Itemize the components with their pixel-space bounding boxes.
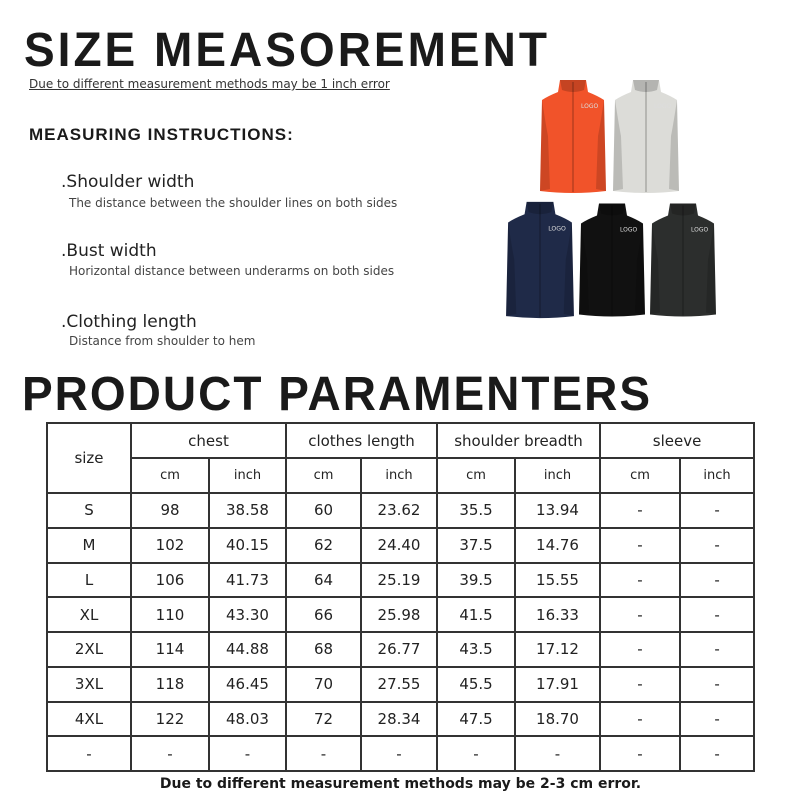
bust-width-label: .Bust width: [61, 241, 157, 261]
product-parameters-title: PRODUCT PARAMENTERS: [22, 365, 653, 421]
table-cell: 41.5: [437, 597, 515, 632]
table-cell: 23.62: [361, 493, 437, 528]
table-row: [47, 528, 754, 563]
table-row: [47, 667, 754, 702]
unit-header: inch: [680, 458, 754, 493]
unit-header: cm: [437, 458, 515, 493]
size-table: [46, 422, 755, 772]
bust-width-desc: Horizontal distance between underarms on both sides: [69, 264, 395, 278]
unit-header: inch: [515, 458, 600, 493]
shoulder-width-desc: The distance between the shoulder lines on both sides: [69, 196, 398, 210]
size-cell: M: [47, 528, 131, 563]
table-cell: -: [680, 597, 754, 632]
table-cell: -: [209, 736, 286, 771]
size-cell: 4XL: [47, 702, 131, 737]
table-cell: -: [131, 736, 209, 771]
unit-header: cm: [131, 458, 209, 493]
table-cell: -: [680, 667, 754, 702]
size-cell: 3XL: [47, 667, 131, 702]
size-cell: S: [47, 493, 131, 528]
size-cell: -: [47, 736, 131, 771]
table-row: [47, 597, 754, 632]
table-cell: 25.19: [361, 563, 437, 598]
table-cell: 48.03: [209, 702, 286, 737]
table-cell: -: [680, 736, 754, 771]
unit-header: cm: [600, 458, 680, 493]
svg-text:LOGO: LOGO: [581, 103, 599, 110]
table-cell: -: [286, 736, 361, 771]
table-cell: 17.91: [515, 667, 600, 702]
table-cell: 70: [286, 667, 361, 702]
table-cell: -: [600, 528, 680, 563]
table-cell: 43.5: [437, 632, 515, 667]
table-row: [47, 632, 754, 667]
group-header-chest: chest: [131, 423, 286, 458]
table-cell: 15.55: [515, 563, 600, 598]
shoulder-width-label: .Shoulder width: [61, 172, 195, 192]
group-header-clothes-length: clothes length: [286, 423, 437, 458]
table-cell: -: [515, 736, 600, 771]
table-cell: 41.73: [209, 563, 286, 598]
table-cell: 66: [286, 597, 361, 632]
svg-text:LOGO: LOGO: [691, 226, 709, 234]
table-cell: -: [600, 736, 680, 771]
table-cell: 26.77: [361, 632, 437, 667]
table-cell: 35.5: [437, 493, 515, 528]
table-cell: 46.45: [209, 667, 286, 702]
table-cell: 16.33: [515, 597, 600, 632]
table-cell: 40.15: [209, 528, 286, 563]
table-cell: 98: [131, 493, 209, 528]
table-cell: -: [680, 702, 754, 737]
table-row: [47, 493, 754, 528]
svg-text:LOGO: LOGO: [620, 226, 638, 234]
table-body: [47, 493, 754, 771]
unit-header: inch: [361, 458, 437, 493]
svg-text:LOGO: LOGO: [654, 103, 672, 110]
table-cell: 47.5: [437, 702, 515, 737]
table-cell: 37.5: [437, 528, 515, 563]
navy-vest-image: [504, 197, 576, 322]
footer-note: Due to different measurement methods may be 2-3 cm error.: [159, 776, 642, 792]
size-header: size: [47, 423, 131, 493]
unit-row: [47, 458, 754, 493]
table-cell: -: [600, 493, 680, 528]
table-cell: 102: [131, 528, 209, 563]
black-vest-image: [577, 197, 647, 322]
instructions-title: MEASURING INSTRUCTIONS:: [29, 125, 294, 144]
dark-gray-vest-image: [648, 197, 718, 322]
table-cell: 60: [286, 493, 361, 528]
table-cell: 24.40: [361, 528, 437, 563]
svg-text:LOGO: LOGO: [548, 225, 566, 233]
group-header-shoulder-breadth: shoulder breadth: [437, 423, 600, 458]
table-row: [47, 702, 754, 737]
table-row: [47, 563, 754, 598]
error-note: Due to different measurement methods may be 1 inch error: [29, 77, 390, 91]
table-cell: 64: [286, 563, 361, 598]
table-cell: -: [680, 528, 754, 563]
size-measurement-title: SIZE MEASOREMENT: [24, 21, 550, 77]
table-cell: 27.55: [361, 667, 437, 702]
table-cell: -: [361, 736, 437, 771]
size-cell: 2XL: [47, 632, 131, 667]
size-cell: XL: [47, 597, 131, 632]
unit-header: inch: [209, 458, 286, 493]
table-cell: 45.5: [437, 667, 515, 702]
clothing-length-desc: Distance from shoulder to hem: [69, 334, 256, 348]
table-cell: 25.98: [361, 597, 437, 632]
table-cell: 44.88: [209, 632, 286, 667]
table-cell: 17.12: [515, 632, 600, 667]
table-cell: -: [437, 736, 515, 771]
table-cell: 110: [131, 597, 209, 632]
table-cell: 118: [131, 667, 209, 702]
table-cell: 13.94: [515, 493, 600, 528]
table-cell: 106: [131, 563, 209, 598]
table-cell: 38.58: [209, 493, 286, 528]
table-cell: 68: [286, 632, 361, 667]
unit-header: cm: [286, 458, 361, 493]
table-cell: -: [600, 632, 680, 667]
table-cell: -: [680, 632, 754, 667]
table-row: [47, 736, 754, 771]
group-header-sleeve: sleeve: [600, 423, 754, 458]
table-cell: 122: [131, 702, 209, 737]
table-cell: 18.70: [515, 702, 600, 737]
table-cell: -: [600, 667, 680, 702]
table-cell: -: [600, 702, 680, 737]
table-cell: -: [600, 597, 680, 632]
table-cell: -: [680, 563, 754, 598]
orange-vest-image: [538, 76, 608, 196]
size-cell: L: [47, 563, 131, 598]
table-cell: 72: [286, 702, 361, 737]
table-cell: 62: [286, 528, 361, 563]
table-cell: -: [680, 493, 754, 528]
table-cell: 114: [131, 632, 209, 667]
table-cell: -: [600, 563, 680, 598]
clothing-length-label: .Clothing length: [61, 312, 197, 332]
light-gray-vest-image: [611, 76, 681, 196]
table-cell: 14.76: [515, 528, 600, 563]
table-cell: 43.30: [209, 597, 286, 632]
table-cell: 39.5: [437, 563, 515, 598]
table-cell: 28.34: [361, 702, 437, 737]
